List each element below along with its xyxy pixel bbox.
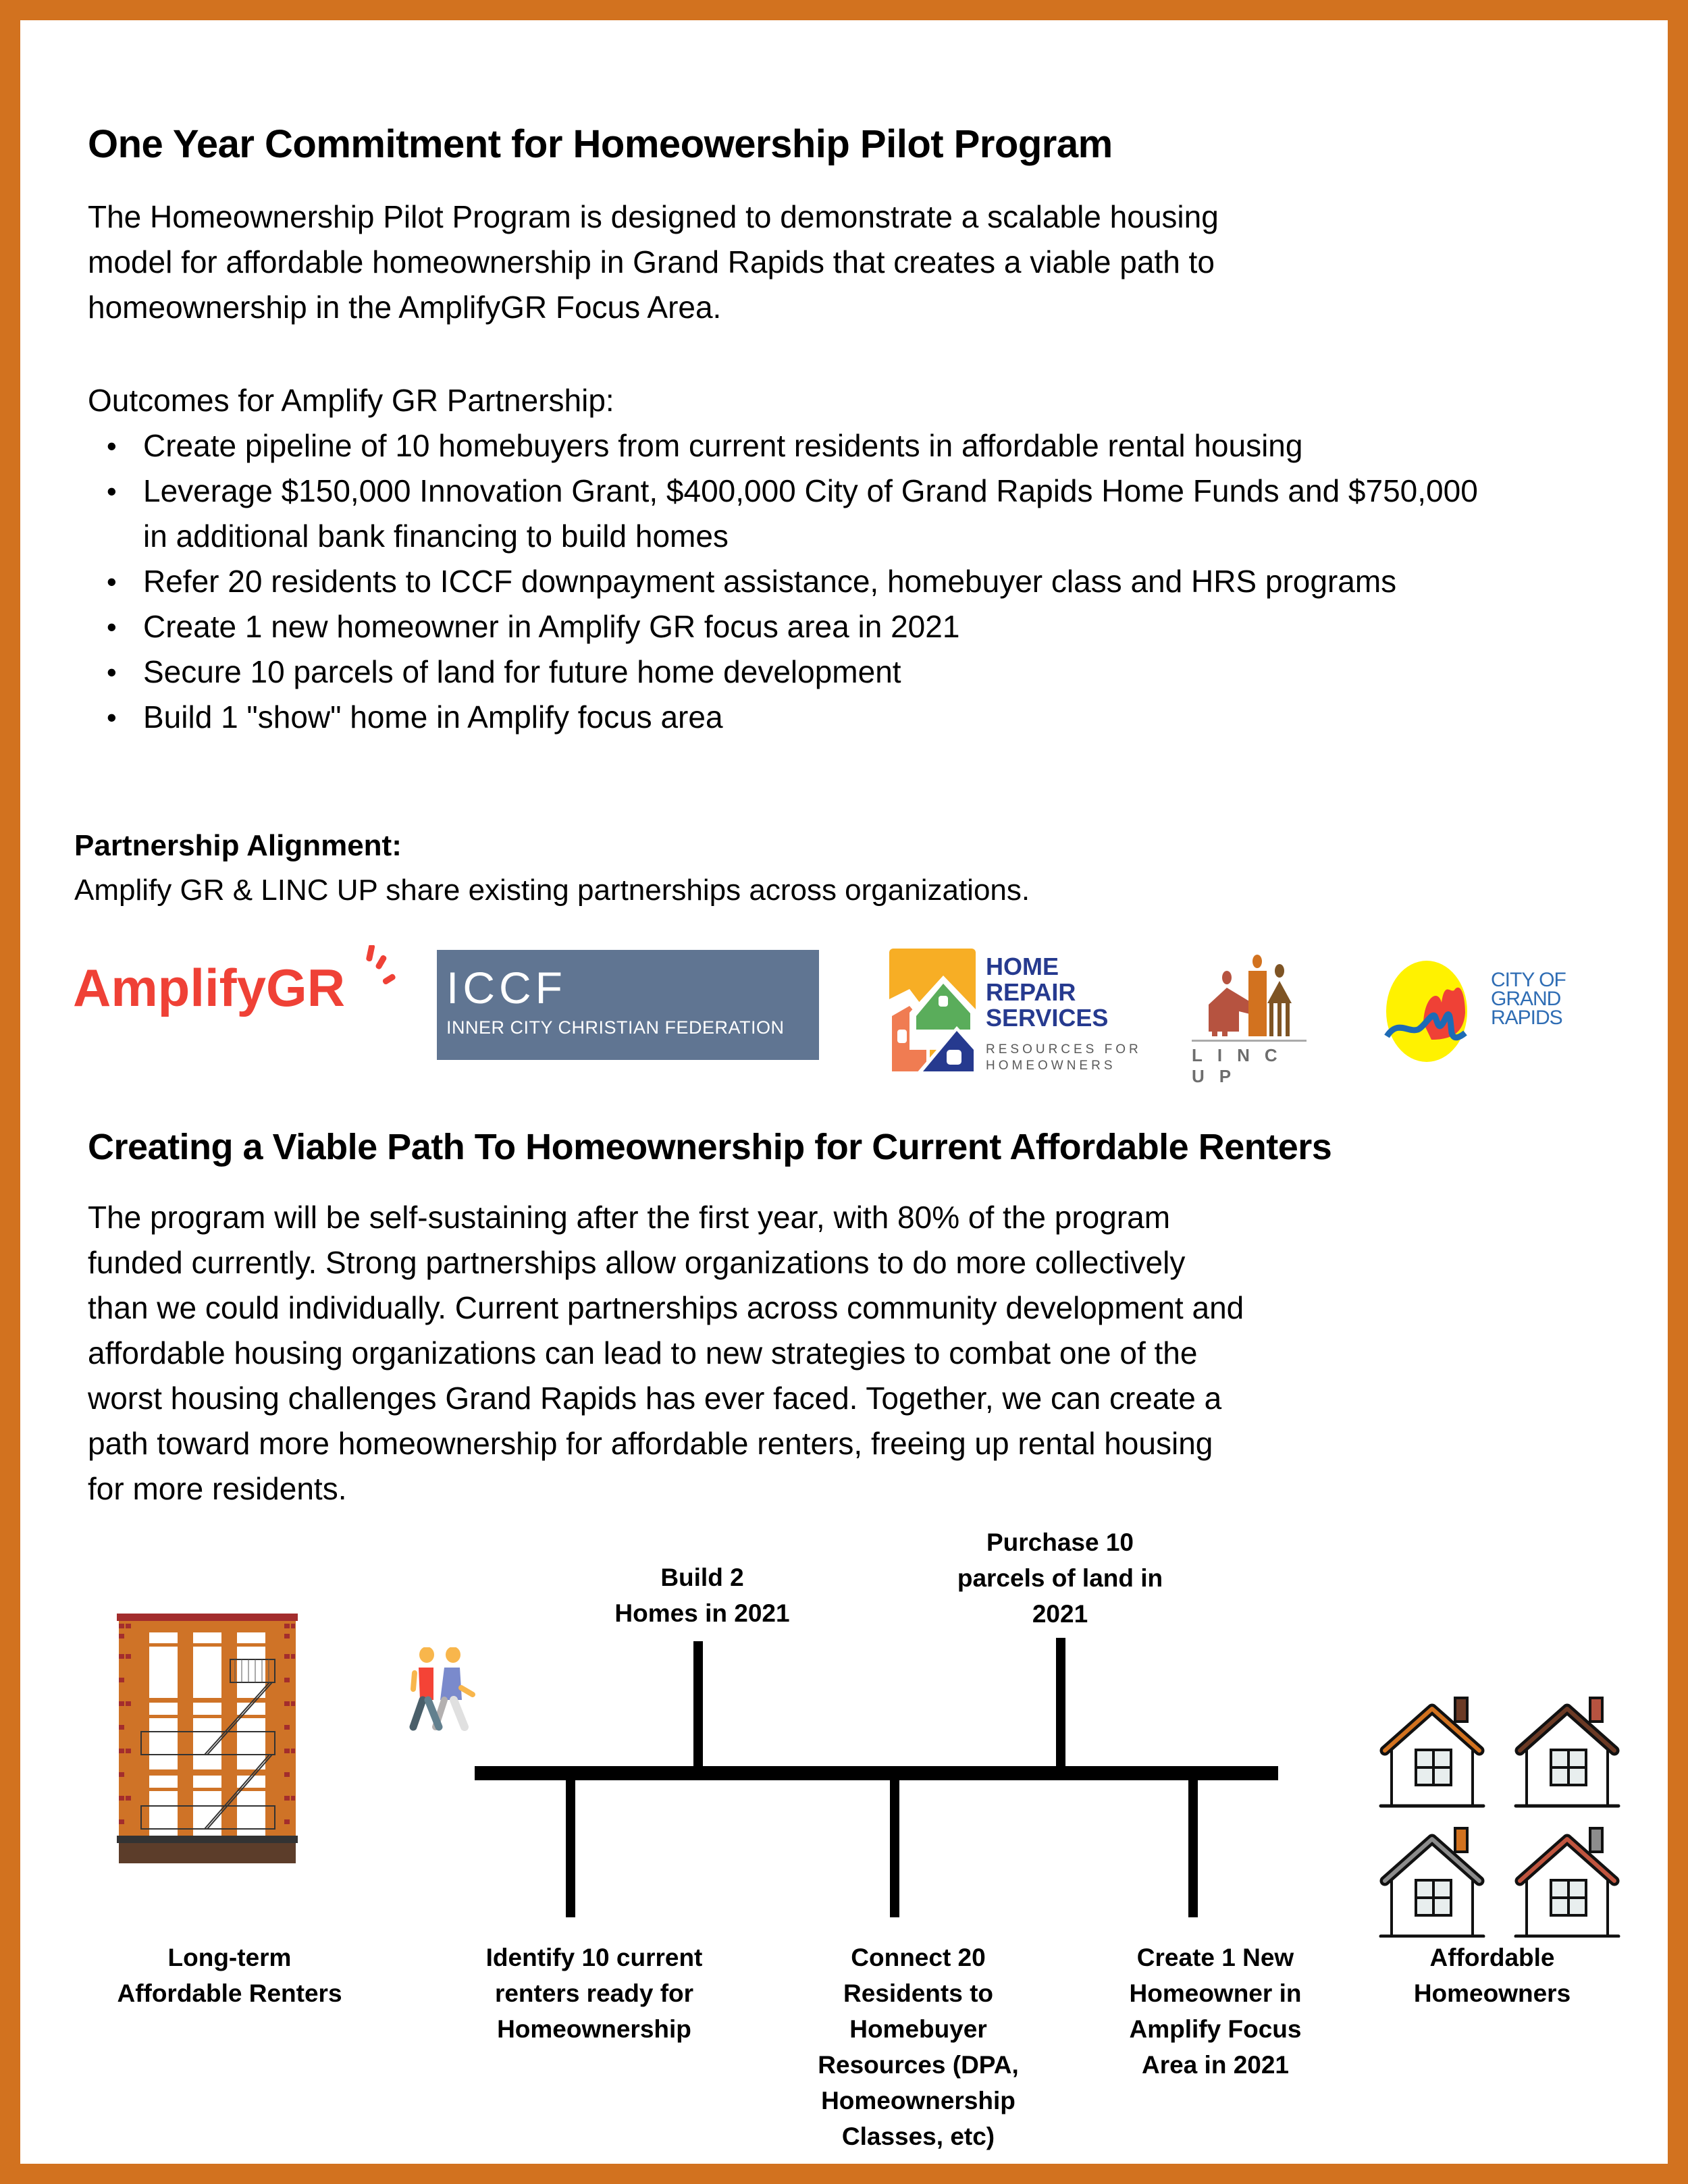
outcome-item: • Secure 10 parcels of land for future home development [88,649,1607,695]
timeline-stem-build [693,1641,703,1768]
partnership-heading: Partnership Alignment: [74,829,402,862]
intro-line: homeownership in the AmplifyGR Focus Area. [88,290,722,325]
affordable-homes-icon [1350,1668,1634,1938]
outcomes-list [88,423,1607,740]
section2-title: Creating a Viable Path To Homeownership for Current Affordable Renters [88,1127,1332,1167]
timeline-stem-create [1188,1779,1198,1917]
home-repair-services-logo [889,949,1146,1077]
timeline-label-affordable-homeowners: Affordable Homeowners [1413,1944,1571,2007]
svg-text:AmplifyGR: AmplifyGR [73,958,346,1017]
section2-paragraph: The program will be self-sustaining after the first year, with 80% of the program funded currently. Strong partnerships allow organizations to do more collectively than we could individually. Current partnerships across community development and affordable housing organizations can lead to new strategies to combat one of the worst housing challenges Grand Rapids has ever faced. Together, we can create a path toward more homeownership for affordable renters, freeing up rental housing for more residents. [88,1200,1244,1506]
timeline-label-create-homeowner: Create 1 New Homeowner in Amplify Focus Area in 2021 [1129,1944,1302,2079]
outcomes-heading: Outcomes for Amplify GR Partnership: [88,383,614,418]
walking-people-icon [405,1647,527,1735]
timeline-label-identify-renters: Identify 10 current renters ready for Homeownership [485,1944,703,2043]
page [20,20,1668,2164]
hrs-name: HOME REPAIR SERVICES [986,953,1109,1032]
timeline-label-long-term-renters: Long-term Affordable Renters [117,1944,342,2007]
linc-up-text: LINC UP [1192,1045,1292,1086]
timeline-stem-purchase [1056,1638,1065,1768]
timeline-main-bar [475,1766,1278,1780]
timeline-label-connect-residents: Connect 20 Residents to Homebuyer Resources (DPA, Homeownership Classes, etc) [818,1944,1019,2150]
intro-line: The Homeownership Pilot Program is designed to demonstrate a scalable housing [88,199,1219,234]
amplifygr-logo [73,945,424,1019]
outcome-item: • Create 1 new homeowner in Amplify GR focus area in 2021 [88,604,1607,649]
timeline-stem-connect [890,1779,899,1917]
iccf-subtitle: INNER CITY CHRISTIAN FEDERATION [446,1017,785,1038]
outcome-item: • Create pipeline of 10 homebuyers from current residents in affordable rental housing [88,423,1607,469]
apartment-building-icon [117,1614,298,1884]
linc-up-logo [1192,944,1354,1086]
outcome-item: • Refer 20 residents to ICCF downpayment assistance, homebuyer class and HRS programs [88,559,1487,604]
city-of-grand-rapids-logo [1384,959,1607,1067]
timeline-stem-identify [566,1779,575,1917]
city-name: CITY OF GRAND RAPIDS [1491,969,1566,1029]
partnership-text: Amplify GR & LINC UP share existing partnerships across organizations. [74,874,1030,907]
intro-paragraph [88,194,1573,330]
timeline-label-build-homes: Build 2 Homes in 2021 [614,1564,790,1627]
outcome-item: • Build 1 "show" home in Amplify focus area [88,695,1607,740]
intro-line: model for affordable homeownership in Grand Rapids that creates a viable path to [88,244,1215,279]
iccf-logo [437,950,819,1060]
section1-title: One Year Commitment for Homeowership Pilot Program [88,122,1113,166]
hrs-tagline: RESOURCES FOR HOMEOWNERS [986,1042,1142,1073]
iccf-title: ICCF [446,963,566,1013]
timeline-label-purchase-parcels: Purchase 10 parcels of land in 2021 [957,1528,1163,1628]
outcome-item: • Leverage $150,000 Innovation Grant, $400,000 City of Grand Rapids Home Funds and $750,000 in additional bank financing to build homes [88,469,1487,559]
